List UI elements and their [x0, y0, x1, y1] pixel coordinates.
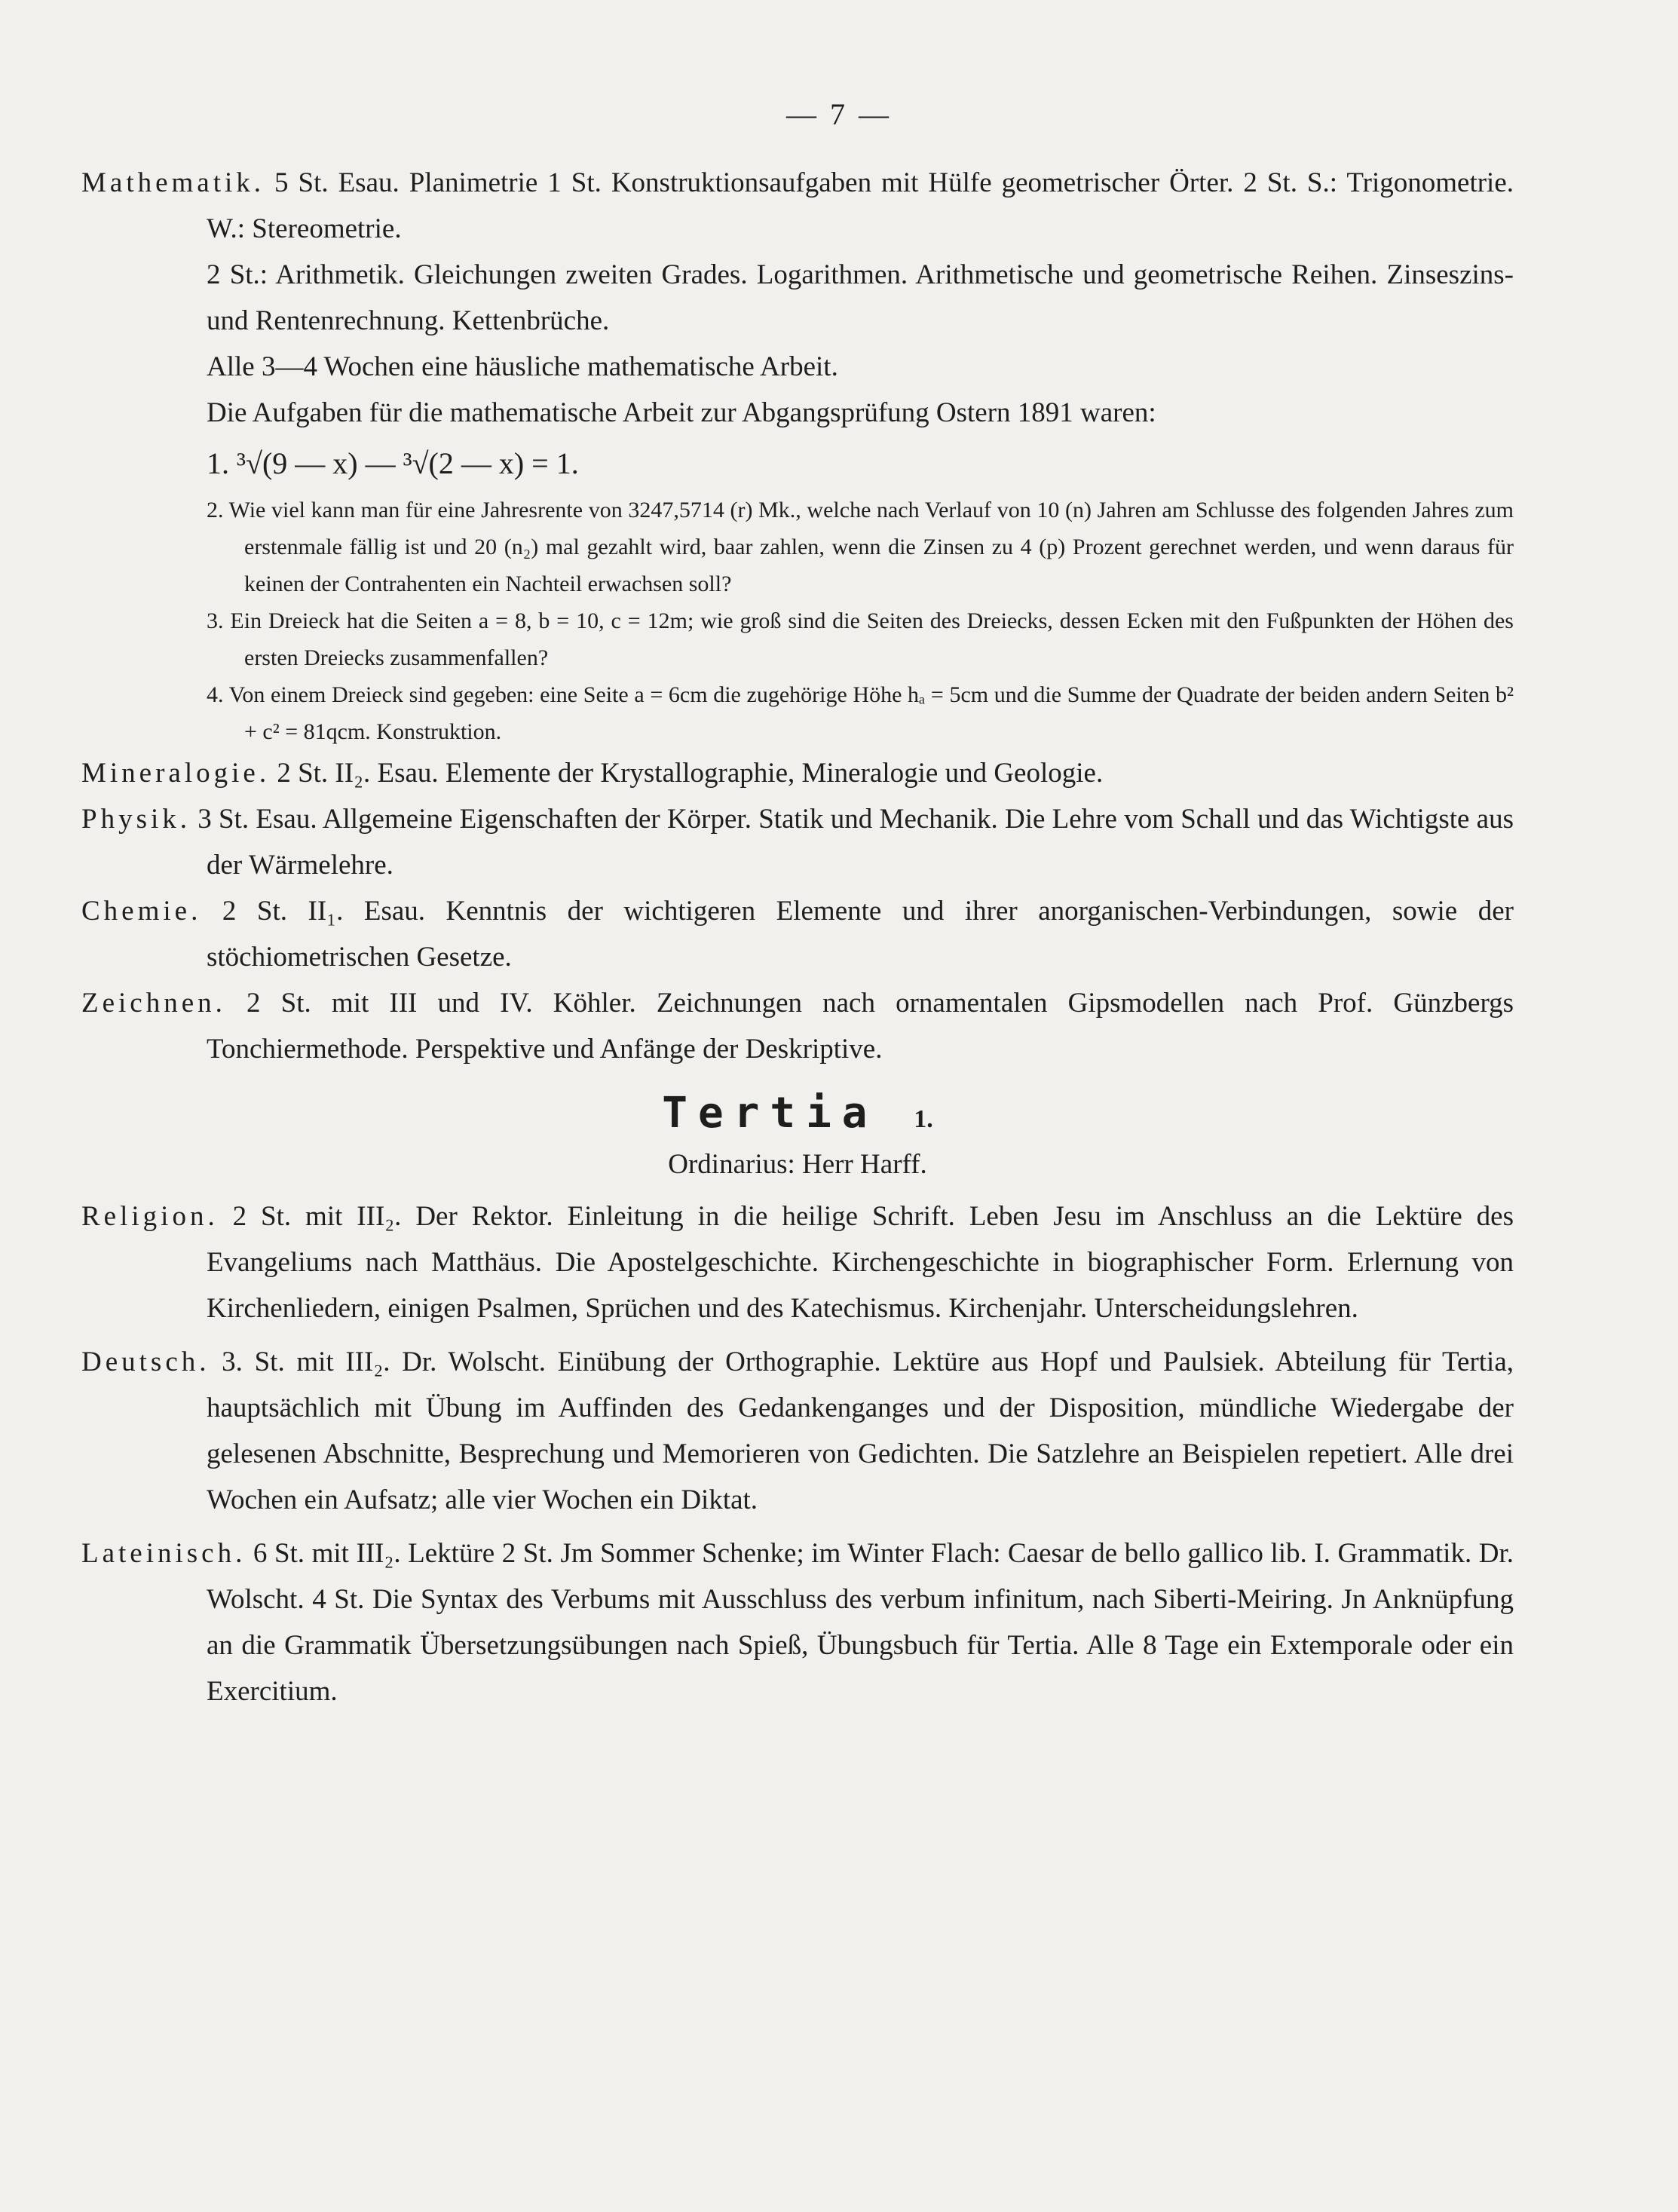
page-number: — 7 —: [786, 97, 892, 131]
section-zeichnen: [81, 980, 1514, 1072]
section-mathematik: [81, 160, 1514, 252]
section-text: 5 St. Esau. Planimetrie 1 St. Konstruktionsaufgaben mit Hülfe geometrischer Örter. 2 St. S.: Trigonometrie. W.: Stereometrie.: [207, 167, 1514, 244]
section-text: 2 St. II₁. Esau. Kenntnis der wichtigeren Elemente und ihrer anorganischen-Verbindungen, sowie der stöchiometrischen Gesetze.: [207, 896, 1514, 973]
section-text: 2 St. II₂. Esau. Elemente der Krystallographie, Mineralogie und Geologie.: [277, 758, 1104, 789]
task-1-formula: 1. ³√(9 — x) — ³√(2 — x) = 1.: [207, 446, 579, 480]
section-text: 6 St. mit III₂. Lektüre 2 St. Jm Sommer Schenke; im Winter Flach: Caesar de bello gallico lib. I. Grammatik. Dr. Wolscht. 4 St. Die Syntax des Verbums mit Ausschluss des verbum infinitum, nach Siberti-Meiring. Jn Anknüpfung an die Grammatik Übersetzungsübungen nach Spieß, Übungsbuch für Tertia. Alle 8 Tage ein Extemporale oder ein Exercitium.: [207, 1538, 1514, 1707]
paragraph: Die Aufgaben für die mathematische Arbeit zur Abgangsprüfung Ostern 1891 waren:: [207, 397, 1156, 428]
section-mineralogie: [81, 750, 1514, 796]
task-2: 2. Wie viel kann man für eine Jahresrente von 3247,5714 (r) Mk., welche nach Verlauf von 10 (n) Jahren am Schlusse des folgenden Jahres zum erstenmale fällig ist und 20 (n₂) mal gezahlt wird, baar zahlen, wenn die Zinsen zu 4 (p) Prozent gerechnet werden, und wenn daraus für keinen der Contrahenten ein Nachteil erwachsen soll?: [207, 498, 1514, 596]
section-head: Chemie.: [81, 896, 202, 927]
section-text: 3. St. mit III₂. Dr. Wolscht. Einübung der Orthographie. Lektüre aus Hopf und Paulsiek. Abteilung für Tertia, hauptsächlich mit Übung im Auffinden des Gedankenganges und der Disposition, mündliche Wiedergabe der gelesenen Abschnitte, Besprechung und Memorieren von Gedichten. Die Satzlehre an Beispielen repetiert. Alle drei Wochen ein Aufsatz; alle vier Wochen ein Diktat.: [207, 1347, 1514, 1515]
section-religion: [81, 1193, 1514, 1331]
task-3: 3. Ein Dreieck hat die Seiten a = 8, b = 10, c = 12m; wie groß sind die Seiten des Dreiecks, dessen Ecken mit den Fußpunkten der Höhen des ersten Dreiecks zusammenfallen?: [207, 608, 1514, 670]
section-head: Mathematik.: [81, 167, 265, 198]
ordinarius-line: Ordinarius: Herr Harff.: [668, 1149, 927, 1180]
section-lateinisch: [81, 1530, 1514, 1714]
section-head: Physik.: [81, 804, 191, 835]
paragraph: 2 St.: Arithmetik. Gleichungen zweiten Grades. Logarithmen. Arithmetische und geometrische Reihen. Zinseszins- und Rentenrechnung. Kettenbrüche.: [207, 259, 1514, 336]
section-head: Mineralogie.: [81, 758, 271, 789]
section-text: 3 St. Esau. Allgemeine Eigenschaften der Körper. Statik und Mechanik. Die Lehre vom Schall und das Wichtigste aus der Wärmelehre.: [198, 804, 1514, 881]
class-heading: [81, 1089, 1514, 1138]
class-title: Tertia: [662, 1089, 878, 1138]
section-text: 2 St. mit III und IV. Köhler. Zeichnungen nach ornamentalen Gipsmodellen nach Prof. Günzbergs Tonchiermethode. Perspektive und Anfänge der Deskriptive.: [207, 988, 1514, 1065]
section-head: Lateinisch.: [81, 1538, 246, 1569]
document-body: [81, 160, 1514, 1714]
task-4: 4. Von einem Dreieck sind gegeben: eine Seite a = 6cm die zugehörige Höhe hₐ = 5cm und die Summe der Quadrate der beiden andern Seiten b² + c² = 81qcm. Konstruktion.: [207, 682, 1514, 744]
section-head: Deutsch.: [81, 1347, 210, 1377]
section-chemie: [81, 888, 1514, 980]
section-deutsch: [81, 1339, 1514, 1523]
section-head: Zeichnen.: [81, 988, 226, 1019]
section-physik: [81, 796, 1514, 888]
paragraph: Alle 3—4 Wochen eine häusliche mathematische Arbeit.: [207, 351, 838, 382]
section-head: Religion.: [81, 1201, 219, 1232]
class-subscript: 1.: [914, 1105, 933, 1133]
section-text: 2 St. mit III₂. Der Rektor. Einleitung in die heilige Schrift. Leben Jesu im Anschluss an die Lektüre des Evangeliums nach Matthäus. Die Apostelgeschichte. Kirchengeschichte in biographischer Form. Erlernung von Kirchenliedern, einigen Psalmen, Sprüchen und des Katechismus. Kirchenjahr. Unterscheidungslehren.: [207, 1201, 1514, 1324]
